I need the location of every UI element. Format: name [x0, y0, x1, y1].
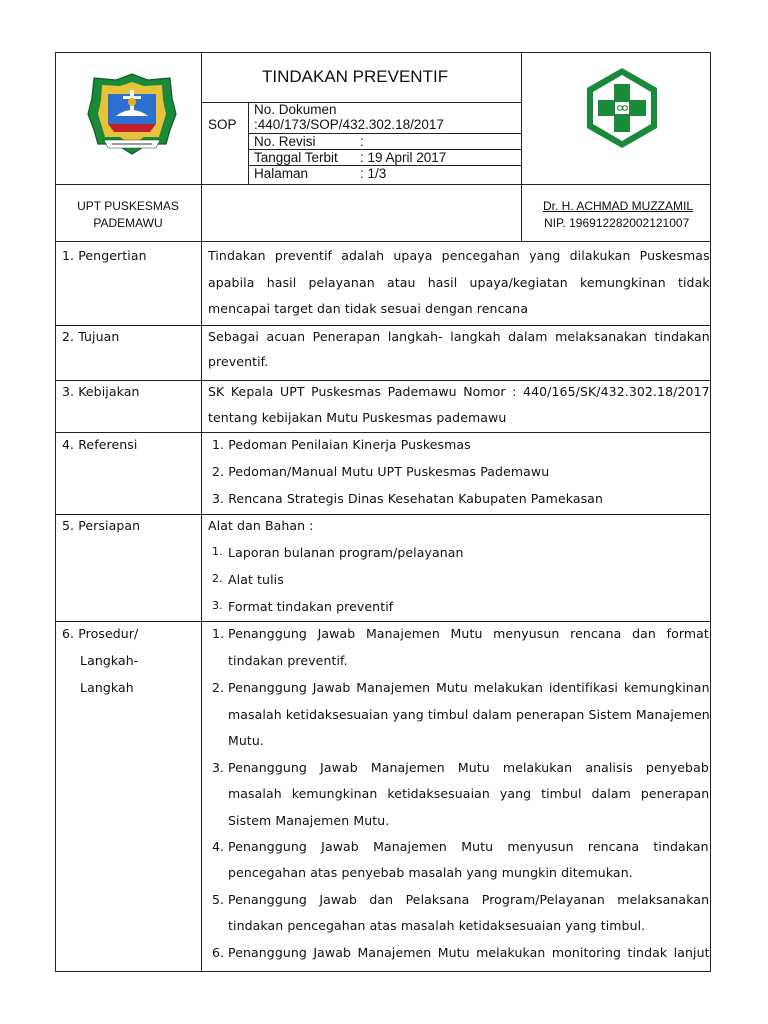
kebijakan-line-2: tentang kebijakan Mutu Puskesmas pademawu [208, 410, 507, 425]
header-divider-left [201, 52, 202, 241]
step-text: Penanggung Jawab Manajemen Mutu melakukan monitoring tindak lanjut [228, 945, 710, 960]
step-number: 5. [212, 892, 225, 907]
step-number: 2. [212, 680, 225, 695]
referensi-item: 3. Rencana Strategis Dinas Kesehatan Kabupaten Pamekasan [212, 491, 603, 506]
persiapan-item: Format tindakan preventif [228, 599, 394, 614]
step-number: 3. [212, 760, 225, 775]
document-number-label: No. Dokumen [254, 102, 337, 117]
section-label-persiapan: 5. Persiapan [62, 518, 141, 533]
section-label-prosedur: 6. Prosedur/ [62, 626, 139, 641]
persiapan-item: Laporan bulanan program/pelayanan [228, 545, 464, 560]
persiapan-item-number: 2. [212, 572, 223, 585]
revision-value: : [360, 134, 364, 149]
section-divider-3 [55, 380, 711, 381]
referensi-item: 2. Pedoman/Manual Mutu UPT Puskesmas Pademawu [212, 464, 550, 479]
body-column-divider [201, 241, 202, 972]
section-label-referensi: 4. Referensi [62, 437, 138, 452]
revision-label: No. Revisi [254, 134, 316, 149]
issue-date-label: Tanggal Terbit [254, 150, 338, 165]
section-label-prosedur-line3: Langkah [80, 680, 134, 695]
issue-date-value: : 19 April 2017 [360, 150, 447, 165]
step-text: Mutu. [228, 733, 265, 748]
section-label-kebijakan: 3. Kebijakan [62, 384, 140, 399]
step-text: masalah ketidaksesuaian yang timbul dalam penerapan Sistem Manajemen [228, 707, 710, 722]
section-divider-5 [55, 514, 711, 515]
pengertian-line-1: Tindakan preventif adalah upaya pencegahan yang dilakukan Puskesmas [208, 248, 710, 263]
regency-emblem-icon [86, 72, 178, 156]
title-bottom-line [201, 102, 521, 103]
regency-emblem [86, 72, 178, 156]
pengertian-line-3: mencapai target dan tidak sesuai dengan rencana [208, 301, 529, 316]
referensi-item: 1. Pedoman Penilaian Kinerja Puskesmas [212, 437, 471, 452]
persiapan-intro: Alat dan Bahan : [208, 518, 314, 533]
step-number: 6. [212, 945, 225, 960]
step-text: Penanggung Jawab Manajemen Mutu melakukan analisis penyebab [228, 760, 709, 775]
section-label-pengertian: 1. Pengertian [62, 248, 147, 263]
step-text: pencegahan atas penyebab masalah yang mungkin ditemukan. [228, 865, 633, 880]
document-number-value: :440/173/SOP/432.302.18/2017 [254, 117, 444, 132]
section-label-prosedur-line2: Langkah- [80, 653, 139, 668]
step-number: 4. [212, 839, 225, 854]
persiapan-item-number: 1. [212, 545, 223, 558]
sop-label: SOP [208, 117, 237, 132]
step-text: Penanggung Jawab Manajemen Mutu menyusun rencana tindakan [228, 839, 709, 854]
step-number: 1. [212, 626, 225, 641]
header-divider-right [521, 52, 522, 241]
section-divider-6 [55, 621, 711, 622]
pengertian-line-2: apabila hasil pelayanan atau hasil upaya/kegiatan kemungkinan tidak [208, 275, 710, 290]
step-text: masalah kemungkinan ketidaksesuaian yang timbul dalam penerapan [228, 786, 710, 801]
organization-name-line2: PADEMAWU [93, 216, 163, 230]
section-label-tujuan: 2. Tujuan [62, 329, 120, 344]
section-divider-1 [55, 241, 711, 242]
sop-document-frame [55, 52, 711, 972]
signatory-name: Dr. H. ACHMAD MUZZAMIL [543, 199, 694, 213]
tujuan-line-1: Sebagai acuan Penerapan langkah- langkah dalam melaksanakan tindakan [208, 329, 710, 344]
sop-cell-divider [248, 102, 249, 184]
header-divider-horizontal [55, 184, 711, 185]
persiapan-item-number: 3. [212, 599, 223, 612]
page-value: : 1/3 [360, 166, 387, 181]
step-text: tindakan pencegahan atas masalah ketidaksesuaian yang timbul. [228, 918, 646, 933]
step-text: Penanggung Jawab Manajemen Mutu melakukan identifikasi kemungkinan [228, 680, 710, 695]
step-text: Penanggung Jawab dan Pelaksana Program/Pelayanan melaksanakan [228, 892, 710, 907]
puskesmas-cross-logo [585, 66, 659, 150]
step-text: Penanggung Jawab Manajemen Mutu menyusun rencana dan format [228, 626, 709, 641]
puskesmas-cross-icon [585, 66, 659, 150]
document-title: TINDAKAN PREVENTIF [262, 67, 449, 86]
signatory-nip: NIP. 196912282002121007 [544, 216, 690, 230]
section-divider-4 [55, 432, 711, 433]
step-text: Sistem Manajemen Mutu. [228, 813, 390, 828]
kebijakan-line-1: SK Kepala UPT Puskesmas Pademawu Nomor : 440/165/SK/432.302.18/2017 [208, 384, 710, 399]
section-divider-2 [55, 325, 711, 326]
step-text: tindakan preventif. [228, 653, 348, 668]
page-label: Halaman [254, 166, 309, 181]
tujuan-line-2: preventif. [208, 354, 269, 369]
persiapan-item: Alat tulis [228, 572, 284, 587]
organization-name-line1: UPT PUSKESMAS [77, 199, 179, 213]
